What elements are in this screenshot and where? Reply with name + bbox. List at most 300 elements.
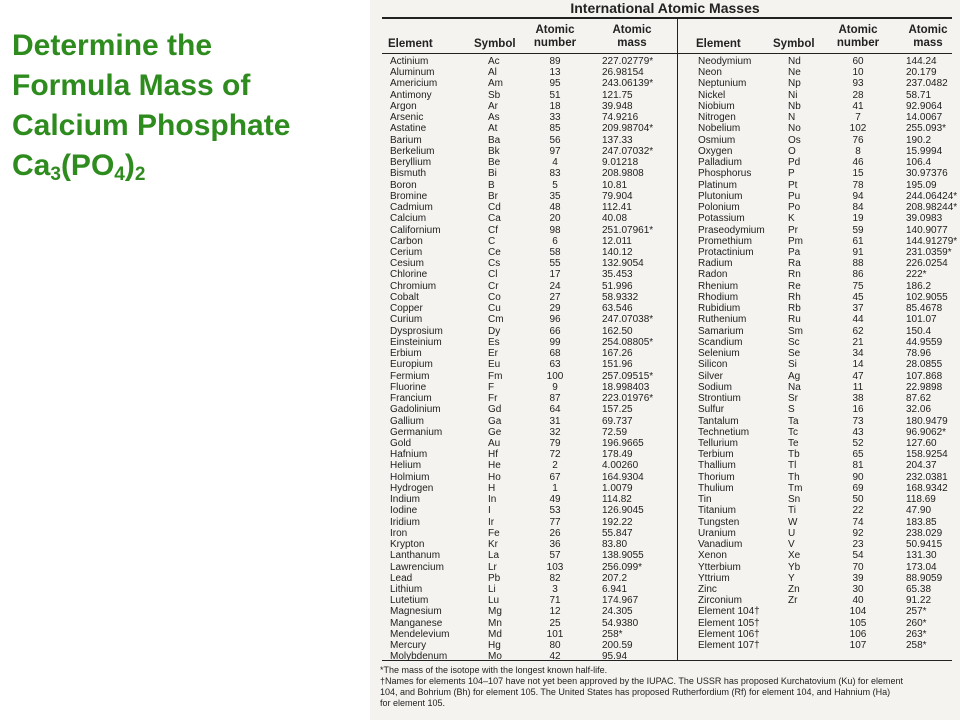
number-cell: 44 (852, 314, 864, 326)
symbol-cell: Si (788, 359, 797, 371)
number-cell: 63 (549, 359, 561, 371)
mass-cell: 1.0079 (602, 482, 633, 494)
symbol-cell: Ra (788, 258, 801, 270)
symbol-cell: Cd (488, 202, 501, 214)
symbol-cell: Cf (488, 224, 498, 236)
mass-cell: 178.49 (602, 449, 633, 461)
number-cell: 65 (852, 449, 864, 461)
number-cell: 91 (852, 246, 864, 258)
mass-cell: 39.948 (602, 100, 633, 112)
symbol-cell: Ru (788, 314, 801, 326)
mass-cell: 44.9559 (906, 336, 943, 348)
element-cell: Fermium (390, 370, 430, 382)
symbol-cell: Br (488, 190, 498, 202)
element-cell: Calcium (390, 213, 427, 225)
symbol-cell: He (488, 460, 501, 472)
symbol-cell: O (788, 145, 796, 157)
number-cell: 27 (549, 291, 561, 303)
mass-cell: 251.07961* (602, 224, 654, 236)
element-cell: Neodymium (698, 56, 752, 67)
mass-cell: 151.96 (602, 359, 633, 371)
column-divider (677, 18, 678, 660)
element-cell: Tantalum (698, 415, 739, 427)
symbol-cell: I (488, 505, 491, 517)
number-cell: 52 (852, 437, 864, 449)
mass-cell: 144.91279* (906, 235, 958, 247)
mass-cell: 256.099* (602, 561, 643, 573)
symbol-cell: Hf (488, 449, 498, 461)
number-cell: 47 (852, 370, 864, 382)
element-cell: Radon (698, 269, 728, 281)
mass-cell: 107.868 (906, 370, 943, 382)
symbol-cell: K (788, 213, 795, 225)
mass-cell: 15.9994 (906, 145, 943, 157)
element-cell: Carbon (390, 235, 423, 247)
element-cell: Tellurium (698, 437, 739, 449)
element-cell: Germanium (390, 426, 443, 438)
number-cell: 43 (852, 426, 864, 438)
element-cell: Rubidium (698, 303, 741, 315)
number-cell: 76 (852, 134, 864, 146)
footnotes (380, 665, 960, 709)
number-cell: 103 (546, 561, 564, 573)
mass-cell: 138.9055 (602, 550, 644, 562)
symbol-cell: Mg (488, 606, 502, 618)
symbol-cell: Fr (488, 393, 498, 405)
header-mass-l1: Atomic (612, 24, 652, 36)
footnote-asterisk: *The mass of the isotope with the longest known half-life. (380, 665, 608, 675)
element-cell: Sulfur (698, 404, 725, 416)
mass-cell: 247.07038* (602, 314, 654, 326)
number-cell: 24 (549, 280, 561, 292)
mass-cell: 186.2 (906, 280, 932, 292)
mass-cell: 164.9304 (602, 471, 644, 483)
element-cell: Terbium (698, 449, 734, 461)
number-cell: 101 (546, 628, 564, 640)
element-cell: Hydrogen (390, 482, 434, 494)
symbol-cell: Zn (788, 584, 800, 596)
element-cell: Chromium (390, 280, 437, 292)
symbol-cell: Cm (488, 314, 504, 326)
mass-cell: 114.82 (602, 494, 632, 506)
number-cell: 54 (852, 550, 864, 562)
mass-cell: 137.33 (602, 134, 633, 146)
element-cell: Osmium (698, 134, 736, 146)
element-cell: Palladium (698, 157, 742, 169)
element-cell: Hafnium (390, 449, 428, 461)
number-cell: 30 (852, 584, 864, 596)
symbol-cell: As (488, 112, 500, 124)
element-cell: Gallium (390, 415, 424, 427)
mass-cell: 91.22 (906, 595, 932, 607)
element-cell: Yttrium (698, 572, 730, 584)
mass-cell: 132.9054 (602, 258, 644, 270)
symbol-cell: Sb (488, 89, 501, 101)
number-cell: 59 (852, 224, 864, 236)
right-symbol-column (788, 56, 816, 651)
element-cell: Element 104† (698, 606, 760, 618)
element-cell: Berkelium (390, 145, 435, 157)
element-cell: Einsteinium (390, 336, 442, 348)
number-cell: 33 (549, 112, 561, 124)
number-cell: 25 (549, 617, 561, 629)
symbol-cell: Na (788, 381, 801, 393)
mass-cell: 6.941 (602, 584, 628, 596)
title-line-1: Determine the (12, 29, 213, 62)
symbol-cell: Pa (788, 246, 801, 258)
mass-cell: 51.996 (602, 280, 633, 292)
number-cell: 68 (549, 348, 561, 360)
symbol-cell: Ga (488, 415, 502, 427)
element-cell: Element 105† (698, 617, 760, 629)
element-cell: Manganese (390, 617, 443, 629)
element-cell: Astatine (390, 123, 427, 135)
mass-cell: 112.41 (602, 202, 632, 214)
mass-cell: 88.9059 (906, 572, 943, 584)
element-cell: Selenium (698, 348, 740, 360)
number-cell: 84 (852, 202, 864, 214)
element-cell: Cesium (390, 258, 424, 270)
number-cell: 53 (549, 505, 561, 517)
number-cell: 19 (852, 213, 864, 225)
number-cell: 48 (549, 202, 561, 214)
symbol-cell: Ho (488, 471, 501, 483)
number-cell: 16 (852, 404, 864, 416)
number-cell: 9 (552, 381, 558, 393)
element-cell: Zirconium (698, 595, 742, 607)
symbol-cell: Ag (788, 370, 801, 382)
element-cell: Element 106† (698, 628, 760, 640)
symbol-cell: C (488, 235, 496, 247)
element-cell: Aluminum (390, 67, 435, 79)
symbol-cell: Al (488, 67, 497, 79)
symbol-cell: Be (488, 157, 501, 169)
header-number-r1: Atomic (838, 24, 878, 36)
number-cell: 70 (852, 561, 864, 573)
element-cell: Silicon (698, 359, 728, 371)
formula-sub-4: 4 (114, 164, 125, 185)
header-mass-left (602, 24, 662, 50)
number-cell: 11 (852, 381, 864, 393)
element-cell: Protactinium (698, 246, 754, 258)
symbol-cell: At (488, 123, 498, 135)
number-cell: 29 (549, 303, 561, 315)
symbol-cell: Co (488, 291, 501, 303)
element-cell: Molybdenum (390, 651, 448, 663)
number-cell: 45 (852, 291, 864, 303)
number-cell: 99 (549, 336, 561, 348)
element-cell: Iron (390, 527, 408, 539)
mass-cell: 63.546 (602, 303, 633, 315)
element-cell: Phosphorus (698, 168, 752, 180)
element-cell: Actinium (390, 56, 429, 67)
symbol-cell: Nd (788, 56, 801, 67)
element-cell: Scandium (698, 336, 743, 348)
element-cell: Rhenium (698, 280, 739, 292)
symbol-cell: Pr (788, 224, 798, 236)
header-element-right: Element (696, 38, 741, 50)
element-cell: Mercury (390, 640, 427, 652)
mass-cell: 208.98244* (906, 202, 958, 214)
mass-cell: 180.9479 (906, 415, 948, 427)
element-cell: Barium (390, 134, 422, 146)
element-cell: Nitrogen (698, 112, 736, 124)
mass-cell: 167.26 (602, 348, 633, 360)
symbol-cell: Es (488, 336, 500, 348)
number-cell: 105 (849, 617, 867, 629)
element-cell: Gold (390, 437, 412, 449)
mass-cell: 58.71 (906, 89, 932, 101)
element-cell: Titanium (698, 505, 736, 517)
number-cell: 67 (549, 471, 561, 483)
symbol-cell: Am (488, 78, 503, 90)
element-cell: Neptunium (698, 78, 747, 90)
number-cell: 3 (552, 584, 558, 596)
number-cell: 86 (852, 269, 864, 281)
mass-cell: 22.9898 (906, 381, 943, 393)
symbol-cell (788, 640, 816, 651)
symbol-cell: Ir (488, 516, 495, 528)
mass-cell: 247.07032* (602, 145, 654, 157)
mass-cell: 39.0983 (906, 213, 943, 225)
number-cell: 89 (549, 56, 561, 67)
number-cell: 94 (852, 190, 864, 202)
mass-cell: 54.9380 (602, 617, 639, 629)
number-cell: 66 (549, 325, 561, 337)
element-cell: Beryllium (390, 157, 432, 169)
number-cell: 39 (852, 572, 864, 584)
number-cell: 81 (852, 460, 864, 472)
element-cell: Nickel (698, 89, 726, 101)
symbol-cell: Cs (488, 258, 501, 270)
element-cell: Gadolinium (390, 404, 441, 416)
footnote-dagger-3: for element 105. (380, 698, 446, 708)
number-cell: 90 (852, 471, 864, 483)
mass-cell: 65.38 (906, 584, 932, 596)
element-cell: Arsenic (390, 112, 424, 124)
table-title: International Atomic Masses (570, 0, 760, 16)
mass-cell: 190.2 (906, 134, 932, 146)
mass-cell: 118.69 (906, 494, 936, 506)
symbol-cell: B (488, 179, 495, 191)
number-cell: 5 (552, 179, 558, 191)
symbol-cell: Np (788, 78, 801, 90)
mass-cell: 87.62 (906, 393, 932, 405)
mass-cell: 32.06 (906, 404, 932, 416)
mass-cell: 226.0254 (906, 258, 948, 270)
element-cell: Xenon (698, 550, 727, 562)
element-cell: Mendelevium (390, 628, 450, 640)
element-cell: Fluorine (390, 381, 427, 393)
left-element-column (390, 56, 472, 663)
symbol-cell: Mo (488, 651, 502, 663)
mass-cell: 20.179 (906, 67, 937, 79)
symbol-cell: Tl (788, 460, 797, 472)
symbol-cell (788, 629, 816, 640)
element-cell: Vanadium (698, 539, 743, 551)
header-number-l2: number (533, 37, 577, 49)
symbol-cell: Mn (488, 617, 502, 629)
symbol-cell: Y (788, 572, 795, 584)
number-cell: 79 (549, 437, 561, 449)
mass-cell: 58.9332 (602, 291, 639, 303)
mass-cell: 50.9415 (906, 539, 943, 551)
element-cell: Bromine (390, 190, 428, 202)
element-cell: Oxygen (698, 145, 733, 157)
element-cell: Bismuth (390, 168, 427, 180)
formula-calcium: Ca (12, 149, 51, 182)
element-cell: Tin (698, 494, 712, 506)
symbol-cell: Lu (488, 595, 500, 607)
header-mass-r1: Atomic (908, 24, 948, 36)
title-line-2: Formula Mass of (12, 69, 251, 102)
element-cell: Radium (698, 258, 733, 270)
symbol-cell: No (788, 123, 801, 135)
number-cell: 74 (852, 516, 864, 528)
element-cell: Technetium (698, 426, 750, 438)
number-cell: 69 (852, 482, 864, 494)
mass-cell: 227.02779* (602, 56, 654, 67)
element-cell: Curium (390, 314, 423, 326)
element-cell: Helium (390, 460, 422, 472)
element-cell: Rhodium (698, 291, 739, 303)
mass-cell: 258* (602, 628, 623, 640)
mass-cell: 222* (906, 269, 927, 281)
mass-cell: 158.9254 (906, 449, 948, 461)
mass-cell: 131.30 (906, 550, 937, 562)
number-cell: 10 (852, 67, 864, 79)
element-cell: Silver (698, 370, 724, 382)
mass-cell: 263* (906, 628, 927, 640)
number-cell: 21 (852, 336, 864, 348)
header-symbol-left: Symbol (474, 38, 516, 50)
number-cell: 36 (549, 539, 561, 551)
symbol-cell: Pb (488, 572, 501, 584)
symbol-cell (788, 606, 816, 617)
number-cell: 100 (546, 370, 564, 382)
mass-cell: 223.01976* (602, 393, 654, 405)
number-cell: 82 (549, 572, 561, 584)
element-cell: Copper (390, 303, 423, 315)
symbol-cell: Nb (788, 100, 801, 112)
symbol-cell: Ar (488, 100, 498, 112)
number-cell: 93 (852, 78, 864, 90)
symbol-cell: Zr (788, 595, 798, 607)
element-cell: Cadmium (390, 202, 433, 214)
mass-cell: 106.4 (906, 157, 932, 169)
symbol-cell: Md (488, 628, 502, 640)
mass-cell: 157.25 (602, 404, 633, 416)
symbol-cell: Re (788, 280, 801, 292)
mass-cell: 95.94 (602, 651, 628, 663)
symbol-cell: Fm (488, 370, 503, 382)
number-cell: 97 (549, 145, 561, 157)
symbol-cell: Hg (488, 640, 501, 652)
header-number-right (832, 24, 884, 50)
mass-cell: 257* (906, 606, 927, 618)
element-cell: Chlorine (390, 269, 428, 281)
footnote-dagger-2: 104, and Bohrium (Bh) for element 105. The United States has proposed Rutherfordium (Rf) for element 104, and Hahnium (Ha) (380, 687, 891, 697)
element-cell: Francium (390, 393, 432, 405)
mass-cell: 196.9665 (602, 437, 644, 449)
mass-cell: 30.97376 (906, 168, 948, 180)
number-cell: 104 (849, 606, 867, 618)
symbol-cell: Cr (488, 280, 499, 292)
mass-cell: 200.59 (602, 640, 633, 652)
symbol-cell: Ti (788, 505, 796, 517)
right-mass-column (906, 56, 960, 651)
element-cell: Dysprosium (390, 325, 443, 337)
mass-cell: 18.998403 (602, 381, 650, 393)
element-cell: Thorium (698, 471, 735, 483)
mass-cell: 85.4678 (906, 303, 943, 315)
number-cell: 87 (549, 393, 561, 405)
header-mass-l2: mass (617, 37, 647, 49)
mass-cell: 258* (906, 640, 927, 652)
number-cell: 56 (549, 134, 561, 146)
right-number-column (843, 56, 873, 651)
number-cell: 107 (849, 640, 867, 652)
symbol-cell: Se (788, 348, 801, 360)
symbol-cell: Sc (788, 336, 800, 348)
formula-sub-3: 3 (50, 164, 61, 185)
mass-cell: 168.9342 (906, 482, 948, 494)
number-cell: 38 (852, 393, 864, 405)
number-cell: 64 (549, 404, 561, 416)
number-cell: 83 (549, 168, 561, 180)
symbol-cell: Au (488, 437, 501, 449)
mass-cell: 144.24 (906, 56, 937, 67)
symbol-cell: F (488, 381, 495, 393)
symbol-cell: N (788, 112, 796, 124)
symbol-cell: Tc (788, 426, 798, 438)
mass-cell: 237.0482 (906, 78, 948, 90)
element-cell: Thallium (698, 460, 736, 472)
header-element-left: Element (388, 38, 433, 50)
mass-cell: 9.01218 (602, 157, 639, 169)
element-cell: Lead (390, 572, 413, 584)
element-cell: Praseodymium (698, 224, 765, 236)
mass-cell: 243.06139* (602, 78, 654, 90)
mass-cell: 257.09515* (602, 370, 654, 382)
symbol-cell (788, 618, 816, 629)
mass-cell: 209.98704* (602, 123, 654, 135)
symbol-cell: Eu (488, 359, 501, 371)
number-cell: 35 (549, 190, 561, 202)
element-cell: Argon (390, 100, 417, 112)
symbol-cell: S (788, 404, 795, 416)
mass-cell: 126.9045 (602, 505, 644, 517)
header-number-l1: Atomic (535, 24, 575, 36)
element-cell: Cerium (390, 246, 423, 258)
symbol-cell: Cu (488, 303, 501, 315)
mass-cell: 83.80 (602, 539, 628, 551)
element-cell: Boron (390, 179, 417, 191)
element-cell: Nobelium (698, 123, 741, 135)
element-cell: Magnesium (390, 606, 442, 618)
element-cell: Plutonium (698, 190, 743, 202)
number-cell: 106 (849, 628, 867, 640)
element-cell: Polonium (698, 202, 740, 214)
number-cell: 26 (549, 527, 561, 539)
element-cell: Promethium (698, 235, 752, 247)
number-cell: 50 (852, 494, 864, 506)
symbol-cell: V (788, 539, 795, 551)
element-cell: Lawrencium (390, 561, 444, 573)
symbol-cell: Ni (788, 89, 798, 101)
symbol-cell: Yb (788, 561, 801, 573)
symbol-cell: Te (788, 437, 799, 449)
